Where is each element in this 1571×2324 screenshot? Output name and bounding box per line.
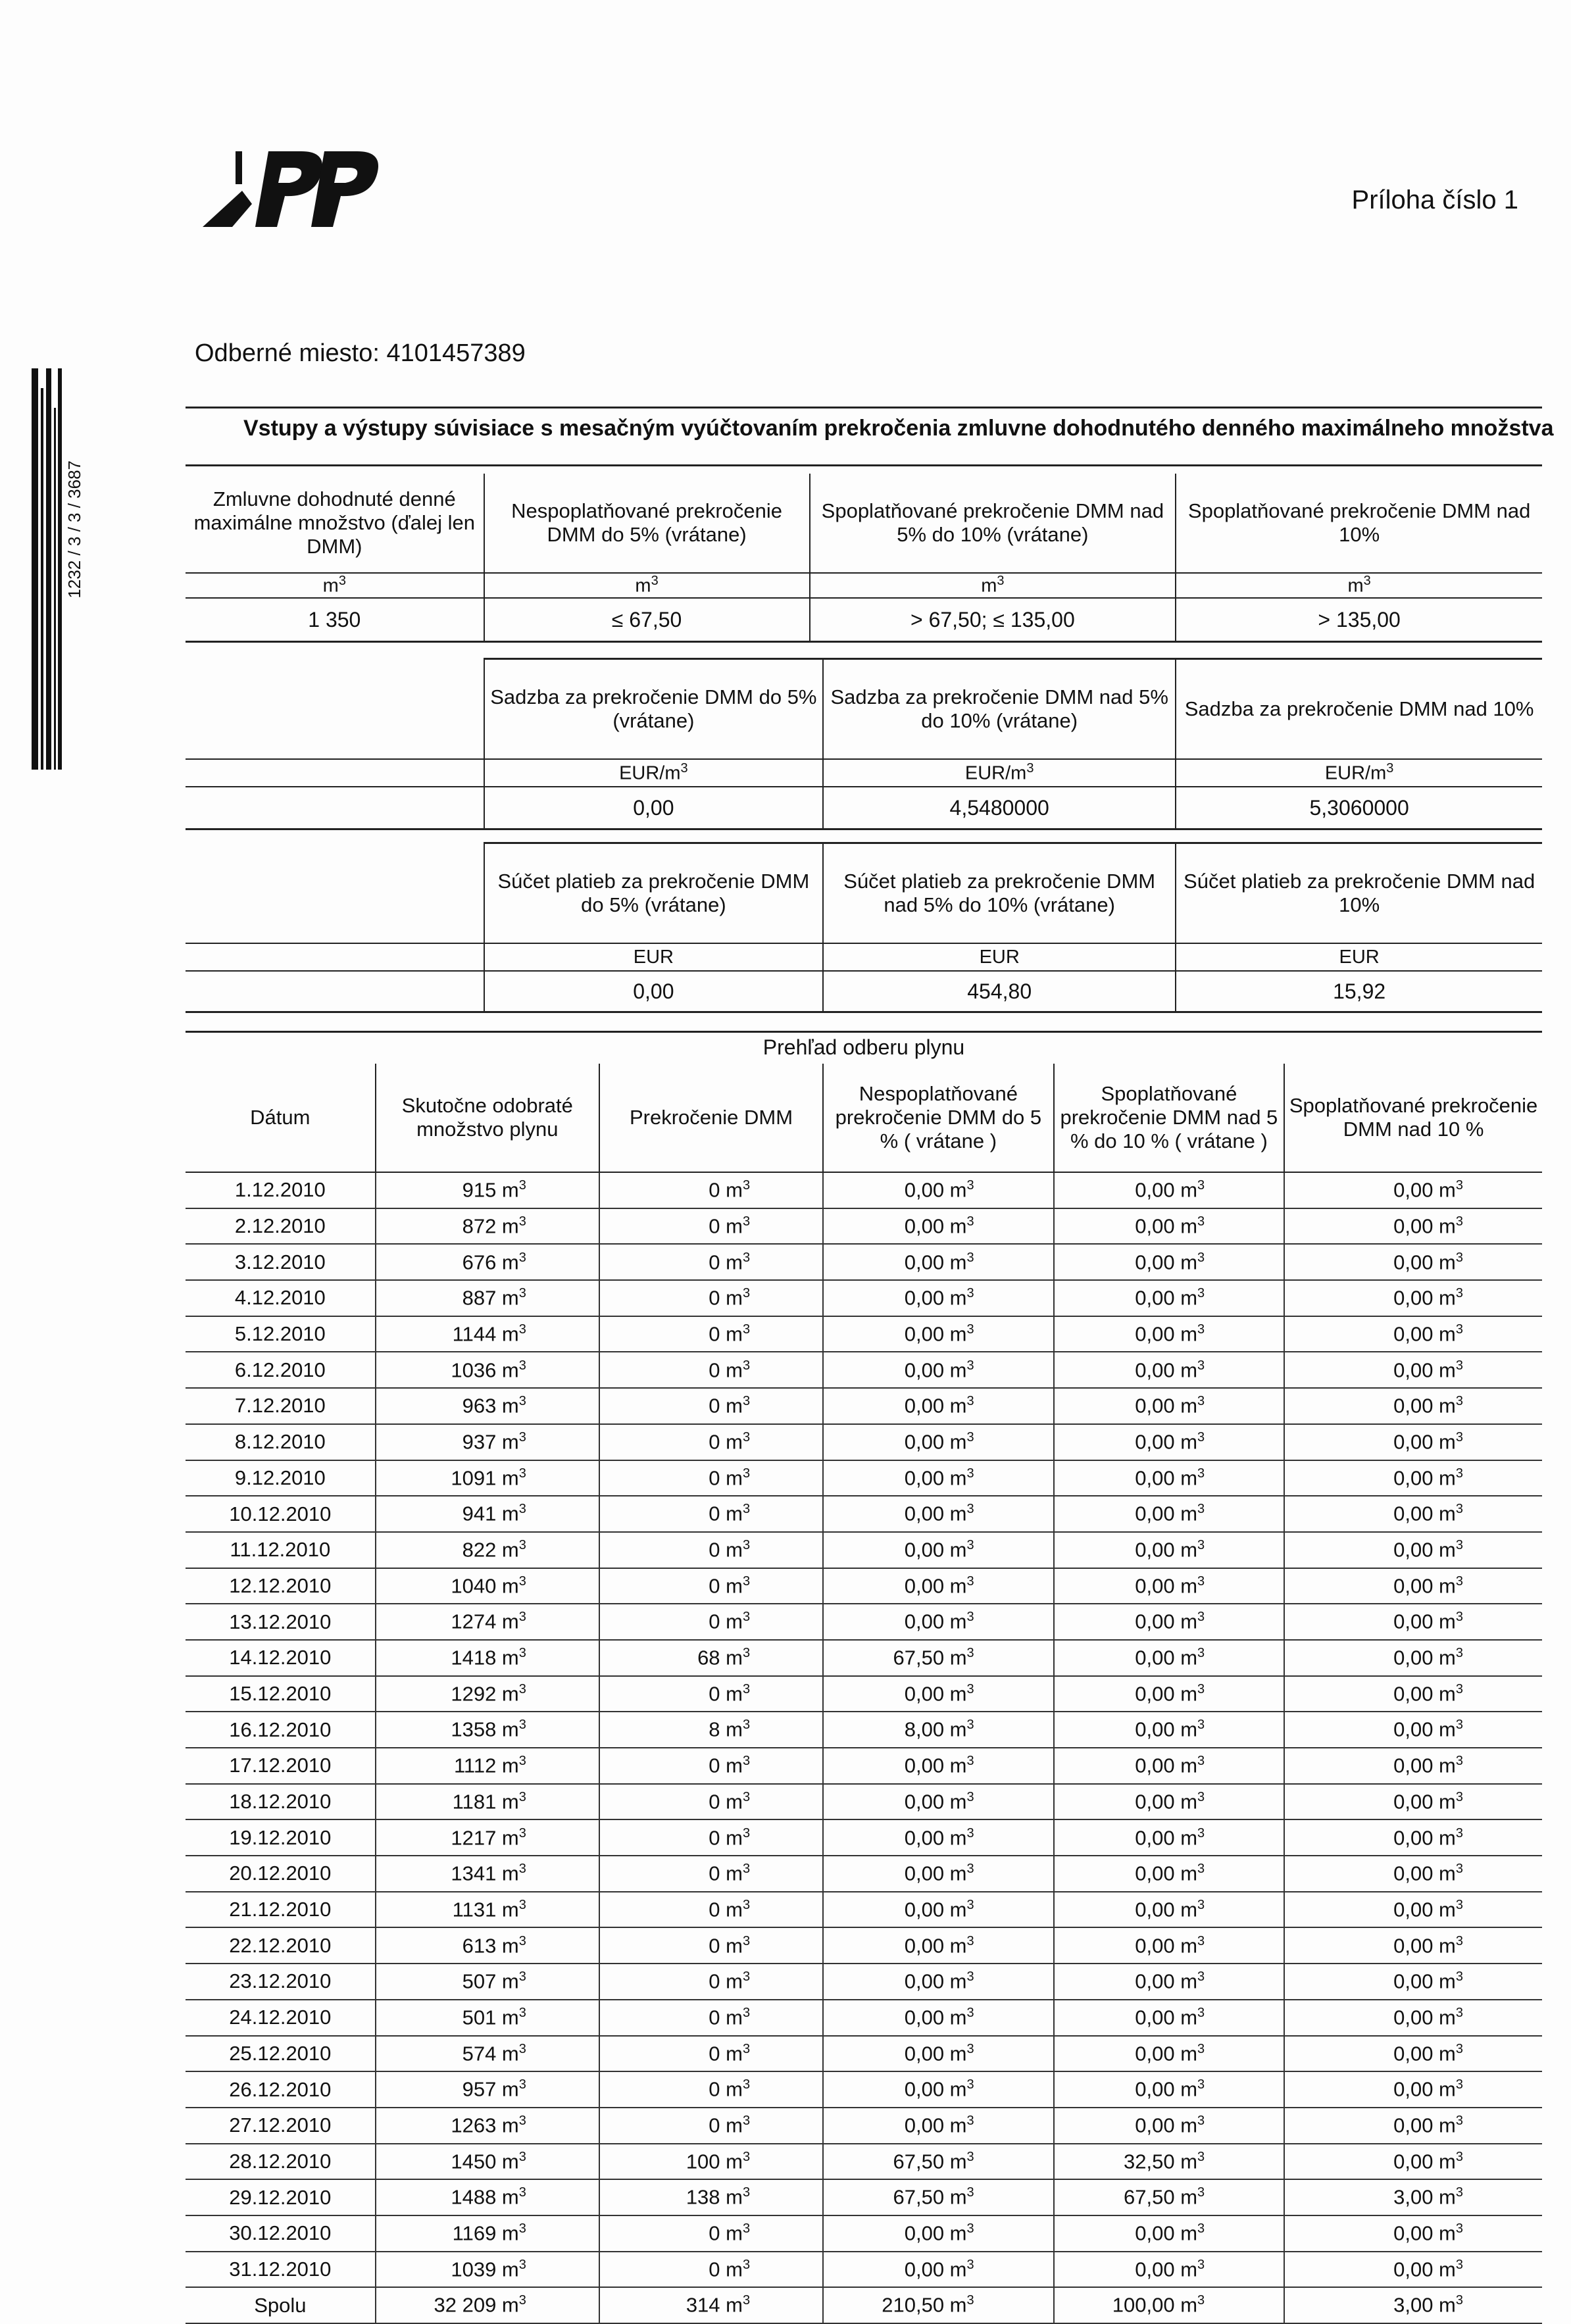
value-cell: 822 $m^3$: [376, 1532, 599, 1568]
overview-header: Dátum: [186, 1064, 376, 1172]
table-row: [186, 1819, 1542, 1856]
table-row: [186, 1496, 1542, 1532]
payments-unit: EUR: [484, 943, 824, 971]
table-row: [186, 1280, 1542, 1316]
value-cell: 0,00 $m^3$: [1284, 2108, 1542, 2144]
payments-value: 454,80: [823, 971, 1176, 1012]
value-cell: 0,00 $m^3$: [1284, 2252, 1542, 2288]
value-cell: 0,00 $m^3$: [1054, 1676, 1285, 1712]
overview-header: Spoplatňované prekročenie DMM nad 5 % do 10 % ( vrátane ): [1054, 1064, 1285, 1172]
limits-value: > 67,50; ≤ 135,00: [810, 598, 1176, 642]
value-cell: 0,00 $m^3$: [1284, 1712, 1542, 1748]
value-cell: 0,00 $m^3$: [823, 2215, 1054, 2252]
value-cell: 0 $m^3$: [599, 2108, 823, 2144]
value-cell: 1112 $m^3$: [376, 1748, 599, 1784]
limits-unit: $m^3$: [186, 573, 484, 598]
rates-header: Sadzba za prekročenie DMM nad 5% do 10% (vrátane): [823, 659, 1176, 760]
value-cell: 0,00 $m^3$: [1284, 1280, 1542, 1316]
value-cell: 0,00 $m^3$: [823, 1388, 1054, 1424]
value-cell: 574 $m^3$: [376, 2036, 599, 2072]
date-cell: 26.12.2010: [186, 2071, 376, 2108]
date-cell: 5.12.2010: [186, 1316, 376, 1352]
table-row: [186, 2287, 1542, 2323]
date-cell: 2.12.2010: [186, 1208, 376, 1245]
spp-logo: [196, 112, 393, 243]
value-cell: 0,00 $m^3$: [1284, 1640, 1542, 1676]
value-cell: 0,00 $m^3$: [823, 2252, 1054, 2288]
value-cell: 0,00 $m^3$: [1054, 1532, 1285, 1568]
logo-text: SPP: [295, 204, 297, 205]
table-row: [186, 2071, 1542, 2108]
value-cell: 0 $m^3$: [599, 1568, 823, 1604]
value-cell: 0,00 $m^3$: [823, 1604, 1054, 1640]
value-cell: 0 $m^3$: [599, 1927, 823, 1964]
table-row: [186, 1892, 1542, 1928]
value-cell: 0,00 $m^3$: [1284, 2215, 1542, 2252]
date-cell: 9.12.2010: [186, 1460, 376, 1496]
value-cell: 1450 $m^3$: [376, 2144, 599, 2180]
value-cell: 0,00 $m^3$: [1284, 2036, 1542, 2072]
value-cell: 67,50 $m^3$: [1054, 2179, 1285, 2215]
payments-empty: [186, 971, 484, 1012]
date-cell: 7.12.2010: [186, 1388, 376, 1424]
value-cell: 1341 $m^3$: [376, 1856, 599, 1892]
value-cell: 0,00 $m^3$: [823, 1424, 1054, 1460]
limits-header: Spoplatňované prekročenie DMM nad 10%: [1176, 474, 1542, 573]
value-cell: 0,00 $m^3$: [1054, 1460, 1285, 1496]
table-row: [186, 1748, 1542, 1784]
overview-header: Spoplatňované prekročenie DMM nad 10 %: [1284, 1064, 1542, 1172]
limits-header: Nespoplatňované prekročenie DMM do 5% (vrátane): [484, 474, 810, 573]
payments-header: Súčet platieb za prekročenie DMM nad 5% do 10% (vrátane): [823, 843, 1176, 944]
value-cell: 0,00 $m^3$: [1284, 1856, 1542, 1892]
limits-unit: $m^3$: [484, 573, 810, 598]
table-row: [186, 1712, 1542, 1748]
value-cell: 0,00 $m^3$: [823, 1460, 1054, 1496]
value-cell: 0,00 $m^3$: [1284, 1892, 1542, 1928]
value-cell: 963 $m^3$: [376, 1388, 599, 1424]
date-cell: 23.12.2010: [186, 1964, 376, 2000]
limits-table: [186, 474, 1542, 643]
value-cell: 0,00 $m^3$: [1284, 2071, 1542, 2108]
date-cell: 24.12.2010: [186, 2000, 376, 2036]
date-cell: 13.12.2010: [186, 1604, 376, 1640]
value-cell: 0,00 $m^3$: [1054, 1964, 1285, 2000]
value-cell: 0 $m^3$: [599, 1856, 823, 1892]
rates-value: 0,00: [484, 787, 824, 829]
value-cell: 0,00 $m^3$: [823, 1352, 1054, 1388]
date-cell: 29.12.2010: [186, 2179, 376, 2215]
value-cell: 0,00 $m^3$: [1054, 1388, 1285, 1424]
value-cell: 67,50 $m^3$: [823, 2144, 1054, 2180]
value-cell: 1488 $m^3$: [376, 2179, 599, 2215]
value-cell: 0,00 $m^3$: [823, 2071, 1054, 2108]
rates-empty: [186, 787, 484, 829]
date-cell: 15.12.2010: [186, 1676, 376, 1712]
value-cell: 501 $m^3$: [376, 2000, 599, 2036]
table-row: [186, 1964, 1542, 2000]
value-cell: 0,00 $m^3$: [823, 1856, 1054, 1892]
table-row: [186, 1316, 1542, 1352]
value-cell: 0 $m^3$: [599, 2000, 823, 2036]
table-row: [186, 2215, 1542, 2252]
limits-header: Zmluvne dohodnuté denné maximálne množstvo (ďalej len DMM): [193, 487, 475, 558]
value-cell: 0,00 $m^3$: [1284, 1819, 1542, 1856]
table-row: [186, 2036, 1542, 2072]
value-cell: 3,00 $m^3$: [1284, 2287, 1542, 2323]
value-cell: 0,00 $m^3$: [1284, 1676, 1542, 1712]
payments-header: Súčet platieb za prekročenie DMM nad 10%: [1176, 843, 1542, 944]
value-cell: 0,00 $m^3$: [1284, 1244, 1542, 1280]
value-cell: 0,00 $m^3$: [823, 1784, 1054, 1820]
value-cell: 0,00 $m^3$: [1284, 1388, 1542, 1424]
value-cell: 1040 $m^3$: [376, 1568, 599, 1604]
value-cell: 0 $m^3$: [599, 2071, 823, 2108]
payments-value: 15,92: [1176, 971, 1542, 1012]
value-cell: 0 $m^3$: [599, 1172, 823, 1208]
value-cell: 138 $m^3$: [599, 2179, 823, 2215]
value-cell: 0,00 $m^3$: [1284, 1496, 1542, 1532]
value-cell: 0,00 $m^3$: [823, 1208, 1054, 1245]
value-cell: 0 $m^3$: [599, 1280, 823, 1316]
payments-empty: [186, 943, 484, 971]
date-cell: 25.12.2010: [186, 2036, 376, 2072]
value-cell: 0 $m^3$: [599, 2252, 823, 2288]
rates-header: Sadzba za prekročenie DMM do 5% (vrátane): [484, 659, 824, 760]
value-cell: 0,00 $m^3$: [1054, 2252, 1285, 2288]
value-cell: 613 $m^3$: [376, 1927, 599, 1964]
value-cell: 0,00 $m^3$: [823, 1964, 1054, 2000]
value-cell: 314 $m^3$: [599, 2287, 823, 2323]
value-cell: 0,00 $m^3$: [1284, 1784, 1542, 1820]
value-cell: 0,00 $m^3$: [1284, 1748, 1542, 1784]
overview-table: [186, 1064, 1542, 2324]
section-title: Vstupy a výstupy súvisiace s mesačným vyúčtovaním prekročenia zmluvne dohodnutého denného maximálneho množstva: [243, 416, 1554, 441]
value-cell: 67,50 $m^3$: [823, 1640, 1054, 1676]
table-row: [186, 1568, 1542, 1604]
rates-header: Sadzba za prekročenie DMM nad 10%: [1176, 659, 1542, 760]
value-cell: 0 $m^3$: [599, 1316, 823, 1352]
value-cell: 0 $m^3$: [599, 1784, 823, 1820]
value-cell: 0,00 $m^3$: [1054, 1568, 1285, 1604]
table-row: [186, 1208, 1542, 1245]
value-cell: 0,00 $m^3$: [823, 1244, 1054, 1280]
table-row: [186, 1244, 1542, 1280]
value-cell: 1144 $m^3$: [376, 1316, 599, 1352]
rates-value: 4,5480000: [823, 787, 1176, 829]
value-cell: 0,00 $m^3$: [1054, 1784, 1285, 1820]
value-cell: 0,00 $m^3$: [1054, 2215, 1285, 2252]
value-cell: 0,00 $m^3$: [1054, 1640, 1285, 1676]
value-cell: 0,00 $m^3$: [1284, 1532, 1542, 1568]
value-cell: 0,00 $m^3$: [1284, 2144, 1542, 2180]
table-row: [186, 1640, 1542, 1676]
table-row: [186, 2000, 1542, 2036]
value-cell: 887 $m^3$: [376, 1280, 599, 1316]
delivery-point-label: Odberné miesto: 4101457389: [195, 339, 526, 367]
value-cell: 0,00 $m^3$: [1054, 1280, 1285, 1316]
value-cell: 1039 $m^3$: [376, 2252, 599, 2288]
value-cell: 0 $m^3$: [599, 1244, 823, 1280]
value-cell: 676 $m^3$: [376, 1244, 599, 1280]
date-cell: 3.12.2010: [186, 1244, 376, 1280]
overview-body: [186, 1172, 1542, 2323]
date-cell: 22.12.2010: [186, 1927, 376, 1964]
value-cell: 3,00 $m^3$: [1284, 2179, 1542, 2215]
value-cell: 0,00 $m^3$: [1284, 1460, 1542, 1496]
value-cell: 0,00 $m^3$: [823, 1496, 1054, 1532]
table-row: [186, 2252, 1542, 2288]
value-cell: 0,00 $m^3$: [1054, 1244, 1285, 1280]
limits-value: > 135,00: [1176, 598, 1542, 642]
table-row: [186, 1676, 1542, 1712]
value-cell: 0 $m^3$: [599, 1819, 823, 1856]
date-cell: 16.12.2010: [186, 1712, 376, 1748]
table-row: [186, 2179, 1542, 2215]
rates-value: 5,3060000: [1176, 787, 1542, 829]
limits-unit: $m^3$: [810, 573, 1176, 598]
date-cell: 27.12.2010: [186, 2108, 376, 2144]
date-cell: 20.12.2010: [186, 1856, 376, 1892]
limits-value: ≤ 67,50: [484, 598, 810, 642]
table-row: [186, 1352, 1542, 1388]
date-cell: 31.12.2010: [186, 2252, 376, 2288]
table-row: [186, 2108, 1542, 2144]
date-cell: 11.12.2010: [186, 1532, 376, 1568]
value-cell: 0,00 $m^3$: [823, 1316, 1054, 1352]
value-cell: 0,00 $m^3$: [1054, 2071, 1285, 2108]
payments-unit: EUR: [1176, 943, 1542, 971]
payments-value: 0,00: [484, 971, 824, 1012]
value-cell: 1358 $m^3$: [376, 1712, 599, 1748]
value-cell: 1181 $m^3$: [376, 1784, 599, 1820]
rates-unit: EUR/$m^3$: [823, 759, 1176, 787]
value-cell: 0,00 $m^3$: [1284, 2000, 1542, 2036]
value-cell: 1418 $m^3$: [376, 1640, 599, 1676]
value-cell: 0,00 $m^3$: [823, 2000, 1054, 2036]
overview-title: Prehľad odberu plynu: [186, 1031, 1542, 1060]
value-cell: 872 $m^3$: [376, 1208, 599, 1245]
value-cell: 1292 $m^3$: [376, 1676, 599, 1712]
value-cell: 32 209 $m^3$: [376, 2287, 599, 2323]
table-row: [186, 2144, 1542, 2180]
overview-header: Prekročenie DMM: [599, 1064, 823, 1172]
value-cell: 0 $m^3$: [599, 1964, 823, 2000]
date-cell: 6.12.2010: [186, 1352, 376, 1388]
value-cell: 0,00 $m^3$: [823, 2108, 1054, 2144]
value-cell: 0,00 $m^3$: [823, 1927, 1054, 1964]
overview-header: Skutočne odobraté množstvo plynu: [376, 1064, 599, 1172]
date-cell: 4.12.2010: [186, 1280, 376, 1316]
value-cell: 1091 $m^3$: [376, 1460, 599, 1496]
value-cell: 0,00 $m^3$: [1054, 1496, 1285, 1532]
value-cell: 0,00 $m^3$: [1284, 1604, 1542, 1640]
value-cell: 0,00 $m^3$: [1054, 2036, 1285, 2072]
value-cell: 941 $m^3$: [376, 1496, 599, 1532]
value-cell: 0,00 $m^3$: [1284, 1568, 1542, 1604]
value-cell: 0,00 $m^3$: [1284, 1316, 1542, 1352]
value-cell: 0,00 $m^3$: [1284, 1352, 1542, 1388]
rates-empty: [186, 759, 484, 787]
payments-empty: [186, 843, 484, 944]
value-cell: 915 $m^3$: [376, 1172, 599, 1208]
value-cell: 1274 $m^3$: [376, 1604, 599, 1640]
value-cell: 0,00 $m^3$: [823, 1568, 1054, 1604]
value-cell: 1036 $m^3$: [376, 1352, 599, 1388]
value-cell: 100,00 $m^3$: [1054, 2287, 1285, 2323]
value-cell: 0,00 $m^3$: [823, 1532, 1054, 1568]
value-cell: 0 $m^3$: [599, 1424, 823, 1460]
value-cell: 957 $m^3$: [376, 2071, 599, 2108]
value-cell: 0,00 $m^3$: [1054, 1316, 1285, 1352]
value-cell: 0,00 $m^3$: [1054, 2000, 1285, 2036]
value-cell: 0,00 $m^3$: [823, 1892, 1054, 1928]
date-cell: 17.12.2010: [186, 1748, 376, 1784]
value-cell: 0,00 $m^3$: [1284, 1208, 1542, 1245]
date-cell: 21.12.2010: [186, 1892, 376, 1928]
value-cell: 0,00 $m^3$: [1054, 2108, 1285, 2144]
table-row: [186, 1532, 1542, 1568]
value-cell: 0 $m^3$: [599, 1496, 823, 1532]
table-row: [186, 1424, 1542, 1460]
date-cell: 30.12.2010: [186, 2215, 376, 2252]
value-cell: 8,00 $m^3$: [823, 1712, 1054, 1748]
barcode-label: 1232 / 3 / 3 / 3687: [64, 460, 84, 599]
value-cell: 0,00 $m^3$: [823, 1748, 1054, 1784]
value-cell: 0,00 $m^3$: [1054, 1352, 1285, 1388]
value-cell: 0,00 $m^3$: [1054, 1927, 1285, 1964]
value-cell: 1217 $m^3$: [376, 1819, 599, 1856]
date-cell: 28.12.2010: [186, 2144, 376, 2180]
annex-label: Príloha číslo 1: [1351, 185, 1518, 214]
table-row: [186, 1172, 1542, 1208]
value-cell: 210,50 $m^3$: [823, 2287, 1054, 2323]
value-cell: 0 $m^3$: [599, 1748, 823, 1784]
overview-header: Nespoplatňované prekročenie DMM do 5 % ( vrátane ): [823, 1064, 1054, 1172]
limits-value: 1 350: [186, 598, 484, 642]
value-cell: 0,00 $m^3$: [1284, 1172, 1542, 1208]
table-row: [186, 1784, 1542, 1820]
table-row: [186, 1856, 1542, 1892]
value-cell: 0 $m^3$: [599, 1208, 823, 1245]
value-cell: 0,00 $m^3$: [823, 1172, 1054, 1208]
rates-table: [186, 658, 1542, 830]
value-cell: 0,00 $m^3$: [823, 1280, 1054, 1316]
value-cell: 0 $m^3$: [599, 1604, 823, 1640]
date-cell: 14.12.2010: [186, 1640, 376, 1676]
value-cell: 67,50 $m^3$: [823, 2179, 1054, 2215]
date-cell: Spolu: [186, 2287, 376, 2323]
date-cell: 18.12.2010: [186, 1784, 376, 1820]
value-cell: 0 $m^3$: [599, 1892, 823, 1928]
date-cell: 10.12.2010: [186, 1496, 376, 1532]
value-cell: 0 $m^3$: [599, 1388, 823, 1424]
value-cell: 68 $m^3$: [599, 1640, 823, 1676]
value-cell: 0,00 $m^3$: [1054, 1172, 1285, 1208]
value-cell: 0,00 $m^3$: [1054, 1856, 1285, 1892]
limits-unit: $m^3$: [1176, 573, 1542, 598]
limits-header: Spoplatňované prekročenie DMM nad 5% do 10% (vrátane): [810, 474, 1176, 573]
rates-empty: [186, 659, 484, 760]
value-cell: 0 $m^3$: [599, 1532, 823, 1568]
rates-unit: EUR/$m^3$: [484, 759, 824, 787]
date-cell: 12.12.2010: [186, 1568, 376, 1604]
value-cell: 0,00 $m^3$: [1054, 1208, 1285, 1245]
value-cell: 0 $m^3$: [599, 1676, 823, 1712]
table-row: [186, 1927, 1542, 1964]
value-cell: 0,00 $m^3$: [823, 1819, 1054, 1856]
value-cell: 0 $m^3$: [599, 2215, 823, 2252]
value-cell: 0,00 $m^3$: [823, 1676, 1054, 1712]
payments-table: [186, 842, 1542, 1013]
rates-unit: EUR/$m^3$: [1176, 759, 1542, 787]
payments-unit: EUR: [823, 943, 1176, 971]
value-cell: 0 $m^3$: [599, 1460, 823, 1496]
value-cell: 0,00 $m^3$: [1054, 1712, 1285, 1748]
value-cell: 1169 $m^3$: [376, 2215, 599, 2252]
value-cell: 0,00 $m^3$: [1284, 1424, 1542, 1460]
value-cell: 1131 $m^3$: [376, 1892, 599, 1928]
value-cell: 100 $m^3$: [599, 2144, 823, 2180]
date-cell: 19.12.2010: [186, 1819, 376, 1856]
value-cell: 1263 $m^3$: [376, 2108, 599, 2144]
table-row: [186, 1604, 1542, 1640]
value-cell: 32,50 $m^3$: [1054, 2144, 1285, 2180]
value-cell: 8 $m^3$: [599, 1712, 823, 1748]
value-cell: 0,00 $m^3$: [1054, 1748, 1285, 1784]
table-row: [186, 1388, 1542, 1424]
value-cell: 0,00 $m^3$: [1054, 1819, 1285, 1856]
value-cell: 0,00 $m^3$: [1054, 1604, 1285, 1640]
value-cell: 0,00 $m^3$: [1054, 1892, 1285, 1928]
value-cell: 0,00 $m^3$: [1054, 1424, 1285, 1460]
value-cell: 0 $m^3$: [599, 1352, 823, 1388]
value-cell: 937 $m^3$: [376, 1424, 599, 1460]
table-row: [186, 1460, 1542, 1496]
date-cell: 8.12.2010: [186, 1424, 376, 1460]
value-cell: 0 $m^3$: [599, 2036, 823, 2072]
payments-header: Súčet platieb za prekročenie DMM do 5% (vrátane): [484, 843, 824, 944]
value-cell: 0,00 $m^3$: [1284, 1964, 1542, 2000]
date-cell: 1.12.2010: [186, 1172, 376, 1208]
value-cell: 0,00 $m^3$: [823, 2036, 1054, 2072]
value-cell: 507 $m^3$: [376, 1964, 599, 2000]
value-cell: 0,00 $m^3$: [1284, 1927, 1542, 1964]
